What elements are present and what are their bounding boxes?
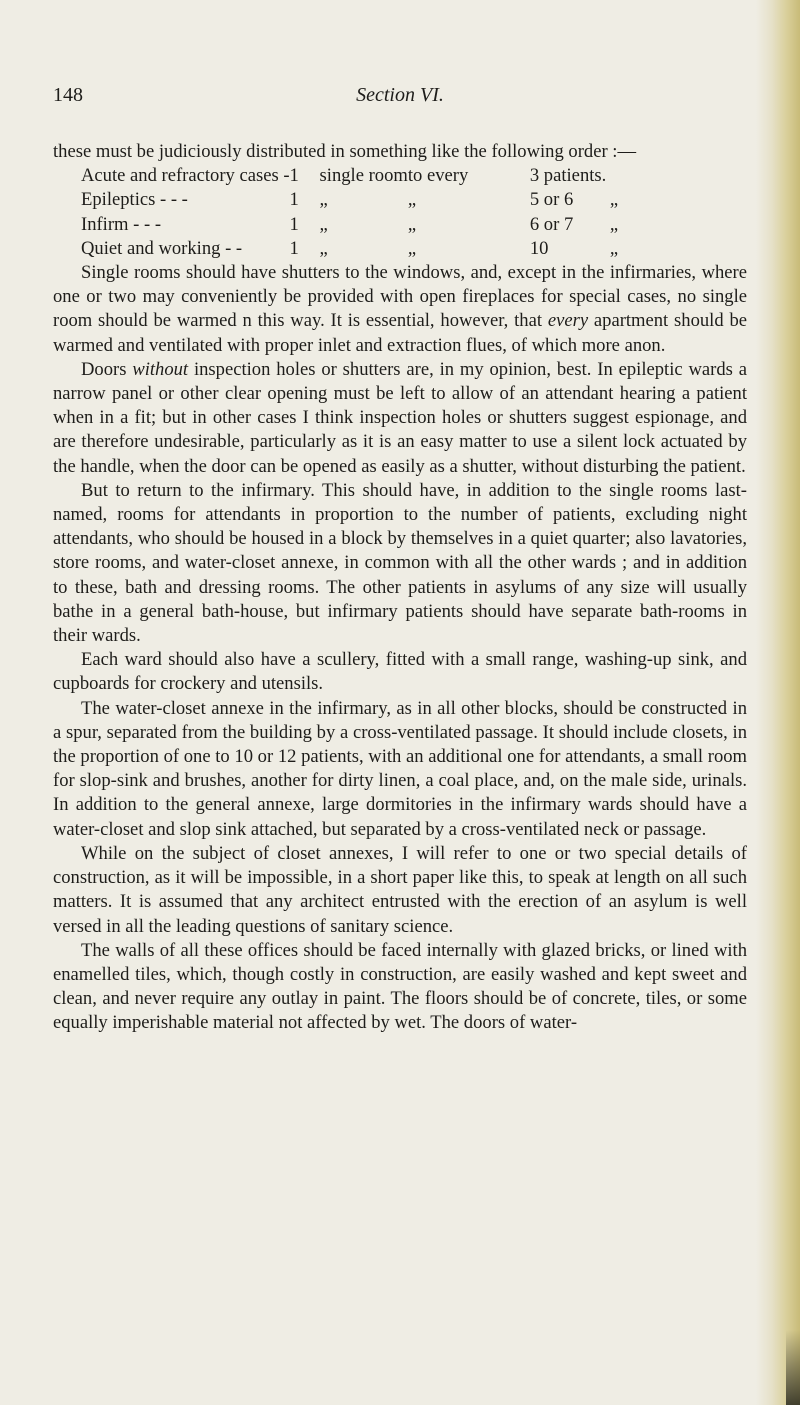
row-category: Infirm - - -	[81, 213, 162, 235]
paragraph-infirmary: But to return to the infirmary. This should have, in addition to the single rooms last-named, rooms for attendants in proportion to the number of patients, excluding night attendants, who should be housed in a block by themselves in a quiet quarter; also lavatories, store rooms, and water-closet annexe, in common with all the other wards ; and in addition to these, bath and dressing rooms. The other patients in asylums of any size will usually bathe in a general bath-house, but infirmary patients should have separate bath-rooms in their wards.	[53, 479, 747, 647]
row-ratio: „	[407, 237, 417, 259]
row-patients: 10	[529, 237, 549, 259]
row-category: Acute and refractory cases -	[81, 165, 290, 187]
paragraph-text: Doors	[81, 358, 133, 380]
emphasis-text: without	[132, 358, 189, 380]
page-header	[53, 84, 747, 112]
table-row	[53, 164, 710, 188]
room-distribution-table	[53, 164, 710, 261]
row-ratio: „	[407, 189, 417, 211]
table-row	[53, 188, 710, 212]
row-ditto: „	[609, 213, 619, 235]
running-title: Section VI.	[356, 84, 444, 106]
page-number: 148	[53, 84, 83, 106]
row-ditto: „	[609, 237, 619, 259]
intro-paragraph: these must be judiciously distributed in something like the following order :—	[53, 141, 637, 162]
row-patients: 3 patients.	[529, 165, 607, 187]
page-body	[53, 140, 747, 1036]
table-row	[53, 213, 710, 237]
paragraph-walls: The walls of all these offices should be faced internally with glazed bricks, or lined with enamelled tiles, which, though costly in construction, are easily washed and kept sweet and clean, and never require any outlay in paint. The floors should be of concrete, tiles, or some equally imperishable material not affected by wet. The doors of water-	[53, 939, 747, 1034]
row-patients: 6 or 7	[529, 213, 574, 235]
row-count: 1	[289, 213, 299, 235]
row-count: 1	[289, 189, 299, 211]
paragraph-closet-annexes: While on the subject of closet annexes, I will refer to one or two special details of construction, as it will be impossible, in a short paper like this, to speak at length on all such matters. It is assumed that any architect entrusted with the erection of an asylum is well versed in all the leading questions of sanitary science.	[53, 842, 747, 937]
row-unit: „	[319, 213, 328, 235]
row-category: Quiet and working - -	[81, 237, 243, 259]
paragraph-text: apartment should be warmed and ventilated with proper inlet and extraction flues, of which more anon.	[53, 310, 747, 356]
paragraph-doors	[53, 358, 747, 479]
row-ratio: to every	[407, 165, 469, 187]
row-unit: single room	[319, 165, 408, 187]
table-row	[53, 237, 710, 261]
row-ditto: „	[609, 189, 619, 211]
row-ratio: „	[407, 213, 417, 235]
page-edge-shadow	[756, 0, 800, 1405]
row-patients: 5 or 6	[529, 189, 574, 211]
paragraph-water-closet: The water-closet annexe in the infirmary, as in all other blocks, should be constructed in a spur, separated from the building by a cross-ventilated passage. It should include closets, in the proportion of one to 10 or 12 patients, with an additional one for attendants, a small room for slop-sink and brushes, another for dirty linen, a coal place, and, on the male side, urinals. In addition to the general annexe, large dormitories in the infirmary wards should have a water-closet and slop sink attached, but separated by a cross-ventilated neck or passage.	[53, 697, 747, 840]
paragraph-text: Single rooms should have shutters to the windows, and, except in the infirmaries, where one or two may conveniently be provided with open fireplaces for special cases, no single room should be warmed n this way. It is essential, however, that	[53, 262, 747, 332]
paragraph-text: inspection holes or shutters are, in my opinion, best. In epileptic wards a narrow panel or other clear opening must be left to allow of an attendant hearing a patient when in a fit; but in other cases I think inspection holes or shutters suggest espionage, and are therefore undesirable, particularly as it is an easy matter to use a silent lock actuated by the handle, when the door can be opened as easily as a shutter, without disturbing the patient.	[53, 358, 747, 477]
paragraph-single-rooms	[53, 261, 747, 358]
row-count: 1	[289, 237, 299, 259]
row-ditto	[610, 164, 710, 188]
page-corner-shadow	[786, 1330, 800, 1405]
row-count: 1	[289, 165, 299, 187]
row-unit: „	[319, 237, 328, 259]
row-unit: „	[319, 189, 328, 211]
emphasis-text: every	[547, 310, 589, 332]
paragraph-scullery: Each ward should also have a scullery, fitted with a small range, washing-up sink, and cupboards for crockery and utensils.	[53, 649, 747, 695]
row-category: Epileptics - - -	[81, 189, 188, 211]
